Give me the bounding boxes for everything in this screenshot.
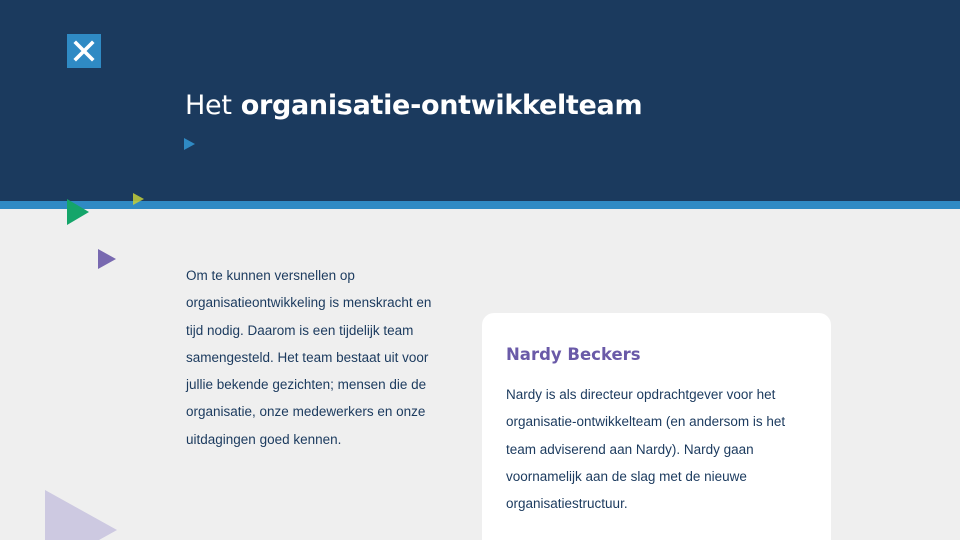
decor-triangle-icon: [133, 193, 144, 205]
person-description: Nardy is als directeur opdrachtgever voor het organisatie-ontwikkelteam (en andersom is het team adviserend aan Nardy). Nardy gaan voornamelijk aan de slag met de nieuwe organisatiestructuur.: [506, 387, 786, 512]
decor-triangle-icon: [184, 138, 195, 150]
decor-triangle-icon: [98, 249, 116, 269]
close-button[interactable]: [67, 34, 101, 68]
title-light: Het: [185, 90, 232, 121]
close-icon: [73, 40, 95, 62]
page-title: [185, 88, 642, 124]
title-bold: organisatie-ontwikkelteam: [240, 90, 643, 121]
decor-triangle-icon: [45, 490, 117, 540]
person-name: Nardy Beckers: [506, 345, 641, 364]
decor-triangle-icon: [67, 199, 89, 225]
person-card: [482, 313, 831, 540]
intro-text: Om te kunnen versnellen op organisatieontwikkeling is menskracht en tijd nodig. Daarom is een tijdelijk team samengesteld. Het team bestaat uit voor jullie bekende gezichten; mensen die de organisatie, onze medewerkers en onze uitdagingen goed kennen.: [186, 268, 432, 447]
header-stripe: [0, 201, 960, 209]
